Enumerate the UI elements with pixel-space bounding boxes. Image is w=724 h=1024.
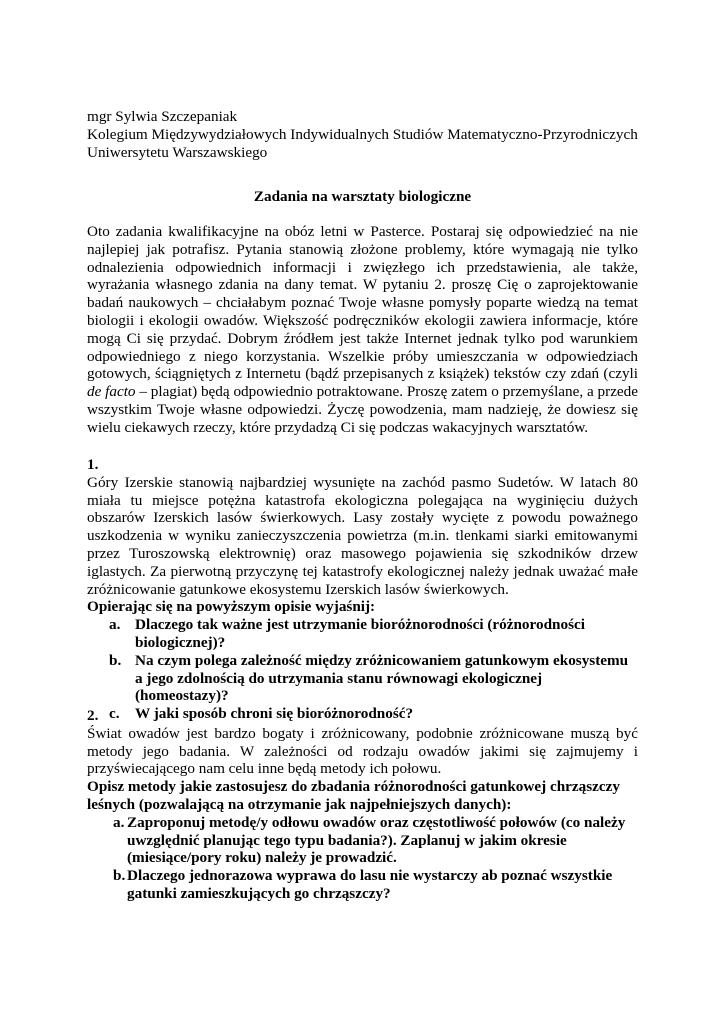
question-2-text: Świat owadów jest bardzo bogaty i zróżnicowany, podobnie zróżnicowane muszą być metody jego badania. W zależności od rodzaju owadów jakimi się zajmujemy i przyświecającego nam celu inne będą metody ich połowu. — [87, 724, 638, 778]
item-text: Dlaczego jednorazowa wyprawa do lasu nie wystarczy ab poznać wszystkie gatunki zamieszkujących go chrząszczy? — [127, 867, 613, 902]
item-label: a. — [113, 813, 125, 831]
question-1-text: Góry Izerskie stanowią najbardziej wysunięte na zachód pasmo Sudetów. W latach 80 miała tu miejsce potężna katastrofa ekologiczna polegająca na wyginięciu dużych obszarów Izerskich lasów świerkowych. Lasy zostały wycięte z powodu poważnego uszkodzenia w wyniku zanieczyszczenia powietrza (m.in. tlenkami siarki emitowanymi przez Turoszowską elektrownię) oraz masowego pojawienia się szkodników drzew iglastych. Za pierwotną przyczynę tej katastrofy ekologicznej należy jednak uważać małe zróżnicowanie gatunkowe ekosystemu Izerskich lasów świerkowych. — [87, 473, 638, 598]
author-institution-line2: Uniwersytetu Warszawskiego — [87, 143, 268, 161]
question-1-prompt: Opierając się na powyższym opisie wyjaśnij: — [87, 598, 376, 616]
intro-text-part2: – plagiat) będą odpowiednio potraktowane. Proszę zatem o przemyślane, a przede wszystkim Twoje własne odpowiedzi. Życzę powodzenia, mam nadzieję, że dowiesz się wielu ciekawych rzeczy, które przydadzą Ci się podczas wakacyjnych warsztatów. — [87, 383, 639, 436]
item-text: W jaki sposób chroni się bioróżnorodność? — [135, 705, 414, 723]
question-2-item-a — [87, 814, 638, 867]
item-text: Dlaczego tak ważne jest utrzymanie bioróżnorodności (różnorodności biologicznej)? — [135, 616, 585, 651]
question-2-prompt: Opisz metody jakie zastosujesz do zbadania różnorodności gatunkowej chrząszczy leśnych (pozwalającą na otrzymanie jak najpełniejszych danych): — [87, 778, 620, 813]
item-label: c. — [109, 705, 120, 723]
item-label: b. — [109, 651, 122, 669]
item-text: Na czym polega zależność między zróżnicowaniem gatunkowym ekosystemu a jego zdolnością do utrzymania stanu równowagi ekologicznej (homeostazy)? — [135, 651, 629, 705]
intro-paragraph — [87, 223, 638, 437]
author-name: mgr Sylwia Szczepaniak — [87, 108, 238, 125]
question-2-number: 2. — [87, 707, 99, 724]
author-institution-line1: Kolegium Międzywydziałowych Indywidualnych Studiów Matematyczno-Przyrodniczych — [87, 125, 638, 143]
question-1-item-b — [87, 652, 638, 705]
question-1-number: 1. — [87, 456, 99, 473]
question-1-item-a — [87, 616, 638, 652]
intro-text-part1: Oto zadania kwalifikacyjne na obóz letni w Pasterce. Postaraj się odpowiedzieć na nie najlepiej jak potrafisz. Pytania stanowią złożone problemy, które wymagają nie tylko odnalezienia odpowiednich informacji i zwięzłego ich przedstawienia, ale także, wyrażania własnego zdania na dany temat. W pytaniu 2. proszę Cię o zaprojektowanie badań naukowych – chciałabym poznać Twoje własne pomysły poparte wiedzą na temat biologii i ekologii owadów. Większość podręczników ekologii zawiera informacje, które mogą Ci się przydać. Dobrym źródłem jest także Internet jednak tylko pod warunkiem odpowiedniego z niego korzystania. Wszelkie próby umieszczania w odpowiedziach gotowych, ściągniętych z Internetu (bądź przepisanych z książek) tekstów czy zdań (czyli — [87, 223, 638, 383]
question-2-item-b — [87, 867, 638, 903]
item-label: a. — [109, 616, 121, 634]
intro-italic-phrase: de facto — [87, 383, 136, 401]
question-1 — [87, 456, 638, 723]
question-2 — [87, 707, 638, 903]
document-title: Zadania na warsztaty biologiczne — [253, 188, 472, 205]
author-block — [87, 108, 687, 161]
item-text: Zaproponuj metodę/y odłowu owadów oraz częstotliwość połowów (co należy uwzględnić planując tego typu badania?). Zaplanuj w jakim okresie (miesiące/pory roku) należy je prowadzić. — [127, 813, 626, 867]
item-label: b. — [113, 867, 126, 885]
